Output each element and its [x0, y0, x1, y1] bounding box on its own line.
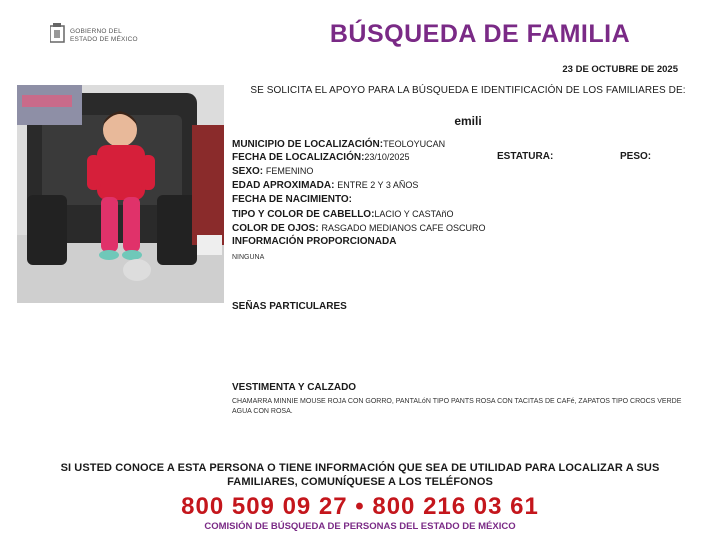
cabello-value: LACIO Y CASTAñO — [374, 209, 454, 219]
fecha-localizacion-value: 23/10/2025 — [364, 152, 410, 162]
field-senas — [232, 301, 347, 313]
logo-line-2: ESTADO DE MÉXICO — [70, 35, 138, 43]
cabello-label: TIPO Y COLOR DE CABELLO: — [232, 209, 375, 220]
report-date: 23 DE OCTUBRE DE 2025 — [562, 64, 678, 75]
edad-label: EDAD APROXIMADA: — [232, 180, 335, 191]
field-sexo — [232, 165, 313, 178]
footer-commission: COMISIÓN DE BÚSQUEDA DE PERSONAS DEL ESTADO DE MÉXICO — [204, 521, 516, 532]
field-vestimenta — [232, 382, 356, 394]
ojos-label: COLOR DE OJOS: — [232, 223, 319, 234]
field-fecha-localizacion — [232, 151, 409, 164]
edad-value: ENTRE 2 Y 3 AÑOS — [337, 180, 419, 190]
estatura-label — [497, 151, 553, 163]
peso-label — [620, 151, 651, 163]
request-text: SE SOLICITA EL APOYO PARA LA BÚSQUEDA E IDENTIFICACIÓN DE LOS FAMILIARES DE: — [250, 85, 686, 96]
call-to-action: SI USTED CONOCE A ESTA PERSONA O TIENE INFORMACIÓN QUE SEA DE UTILIDAD PARA LOCALIZAR A SUS FAMILIARES, COMUNÍQUESE A LOS TELÉFONOS — [60, 462, 660, 488]
photo-illustration — [17, 85, 224, 303]
sexo-value: FEMENINO — [265, 166, 314, 176]
person-name: emili — [454, 114, 482, 128]
info-value: NINGUNA — [232, 254, 265, 261]
sexo-label: SEXO: — [232, 166, 264, 177]
field-nacimiento — [232, 194, 352, 206]
nacimiento-label: FECHA DE NACIMIENTO: — [232, 194, 352, 205]
person-photo — [17, 85, 224, 303]
estatura-label-text: ESTATURA: — [497, 151, 554, 162]
municipio-value: TEOLOYUCAN — [383, 139, 446, 149]
vestimenta-label: VESTIMENTA Y CALZADO — [232, 382, 357, 393]
ojos-value: RASGADO MEDIANOS CAFE OSCURO — [321, 223, 486, 233]
page-title: BÚSQUEDA DE FAMILIA — [329, 20, 631, 48]
field-ojos — [232, 222, 486, 235]
vestimenta-value: CHAMARRA MINNIE MOUSE ROJA CON GORRO, PANTALóN TIPO PANTS ROSA CON TACITAS DE CAFé, ZAPATOS TIPO CROCS VERDE AGUA CON ROSA. — [232, 398, 682, 415]
fecha-localizacion-label: FECHA DE LOCALIZACIÓN: — [232, 152, 365, 163]
field-info — [232, 236, 396, 248]
logo-line-1: GOBIERNO DEL — [70, 28, 122, 35]
info-label: INFORMACIÓN PROPORCIONADA — [232, 236, 397, 247]
logo-text — [70, 28, 138, 43]
peso-label-text: PESO: — [620, 151, 652, 162]
field-edad — [232, 179, 418, 192]
phone-numbers: 800 509 09 27 • 800 216 03 61 — [181, 493, 539, 520]
senas-label: SEÑAS PARTICULARES — [232, 301, 347, 312]
municipio-label: MUNICIPIO DE LOCALIZACIÓN: — [232, 139, 384, 150]
field-cabello — [232, 208, 453, 221]
field-municipio — [232, 138, 445, 151]
